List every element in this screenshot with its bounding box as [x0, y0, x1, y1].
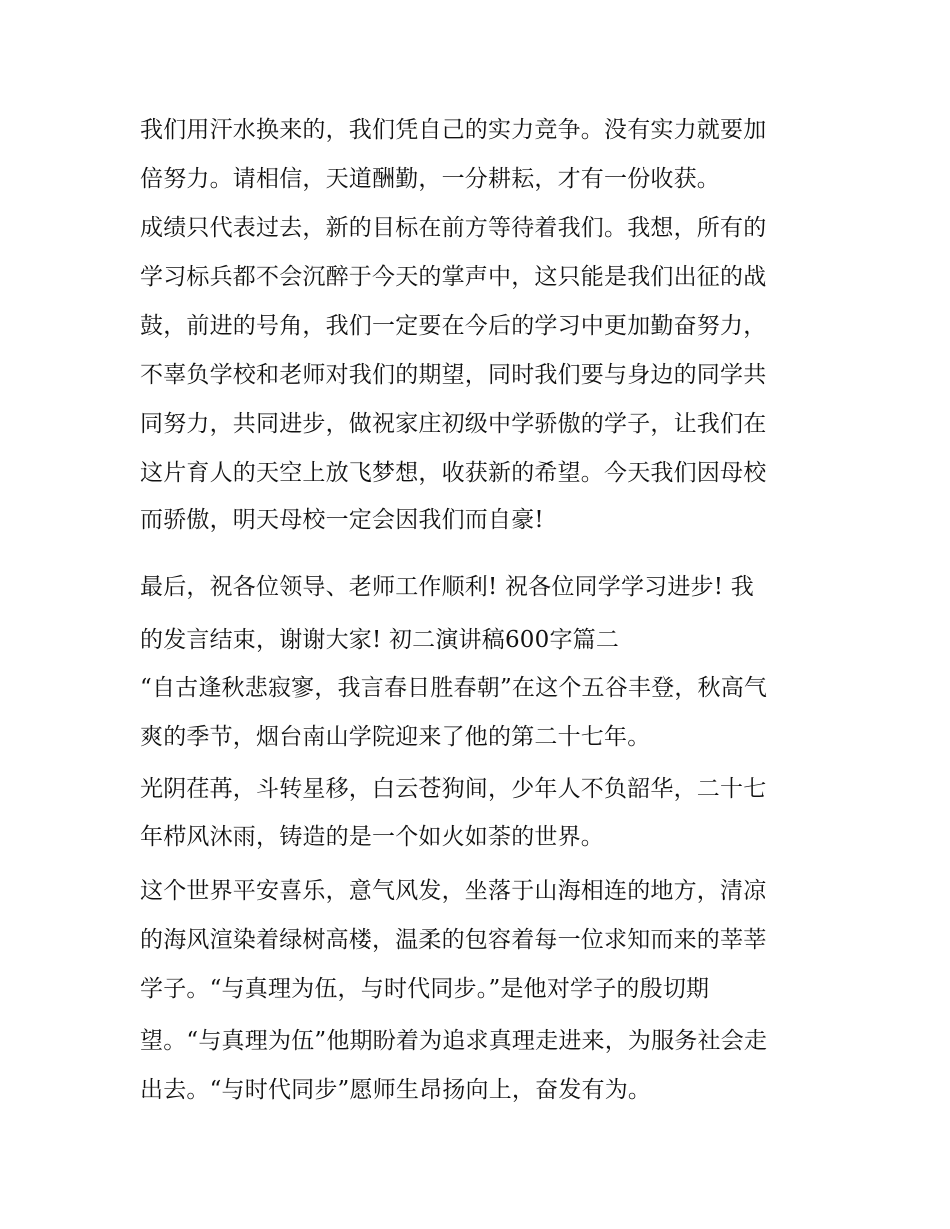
text-line: 学子。“与真理为伍，与时代同步。”是他对学子的殷切期	[140, 976, 710, 1002]
text-line: 鼓，前进的号角，我们一定要在今后的学习中更加勤奋努力，	[140, 313, 767, 339]
text-line: 同努力，共同进步，做祝家庄初级中学骄傲的学子，让我们在	[140, 411, 767, 437]
text-line: 我们用汗水换来的，我们凭自己的实力竞争。没有实力就要加	[140, 117, 767, 143]
text-line: 最后，祝各位领导、老师工作顺利! 祝各位同学学习进步! 我	[140, 574, 754, 600]
text-line: 倍努力。请相信，天道酬勤，一分耕耘，才有一份收获。	[140, 166, 720, 192]
text-line: 这个世界平安喜乐，意气风发，坐落于山海相连的地方，清凉	[140, 878, 767, 904]
text-line: 光阴荏苒，斗转星移，白云苍狗间，少年人不负韶华，二十七	[140, 776, 767, 802]
text-line: 成绩只代表过去，新的目标在前方等待着我们。我想，所有的	[140, 215, 767, 241]
text-line: 不辜负学校和老师对我们的期望，同时我们要与身边的同学共	[140, 362, 767, 388]
text-line: 年栉风沐雨，铸造的是一个如火如荼的世界。	[140, 824, 604, 850]
text-line: 这片育人的天空上放飞梦想，收获新的希望。今天我们因母校	[140, 460, 767, 486]
text-line: 爽的季节，烟台南山学院迎来了他的第二十七年。	[140, 724, 651, 750]
text-line: 望。“与真理为伍”他期盼着为追求真理走进来，为服务社会走	[140, 1028, 768, 1054]
text-line: 出去。“与时代同步”愿师生昂扬向上，奋发有为。	[140, 1077, 652, 1103]
text-line: 的海风渲染着绿树高楼，温柔的包容着每一位求知而来的莘莘	[140, 927, 767, 953]
text-line: 学习标兵都不会沉醉于今天的掌声中，这只能是我们出征的战	[140, 264, 767, 290]
text-line: 而骄傲，明天母校一定会因我们而自豪!	[140, 507, 544, 533]
text-line: “自古逢秋悲寂寥，我言春日胜春朝”在这个五谷丰登，秋高气	[140, 675, 768, 701]
text-line: 的发言结束，谢谢大家! 初二演讲稿600字篇二	[140, 627, 620, 653]
